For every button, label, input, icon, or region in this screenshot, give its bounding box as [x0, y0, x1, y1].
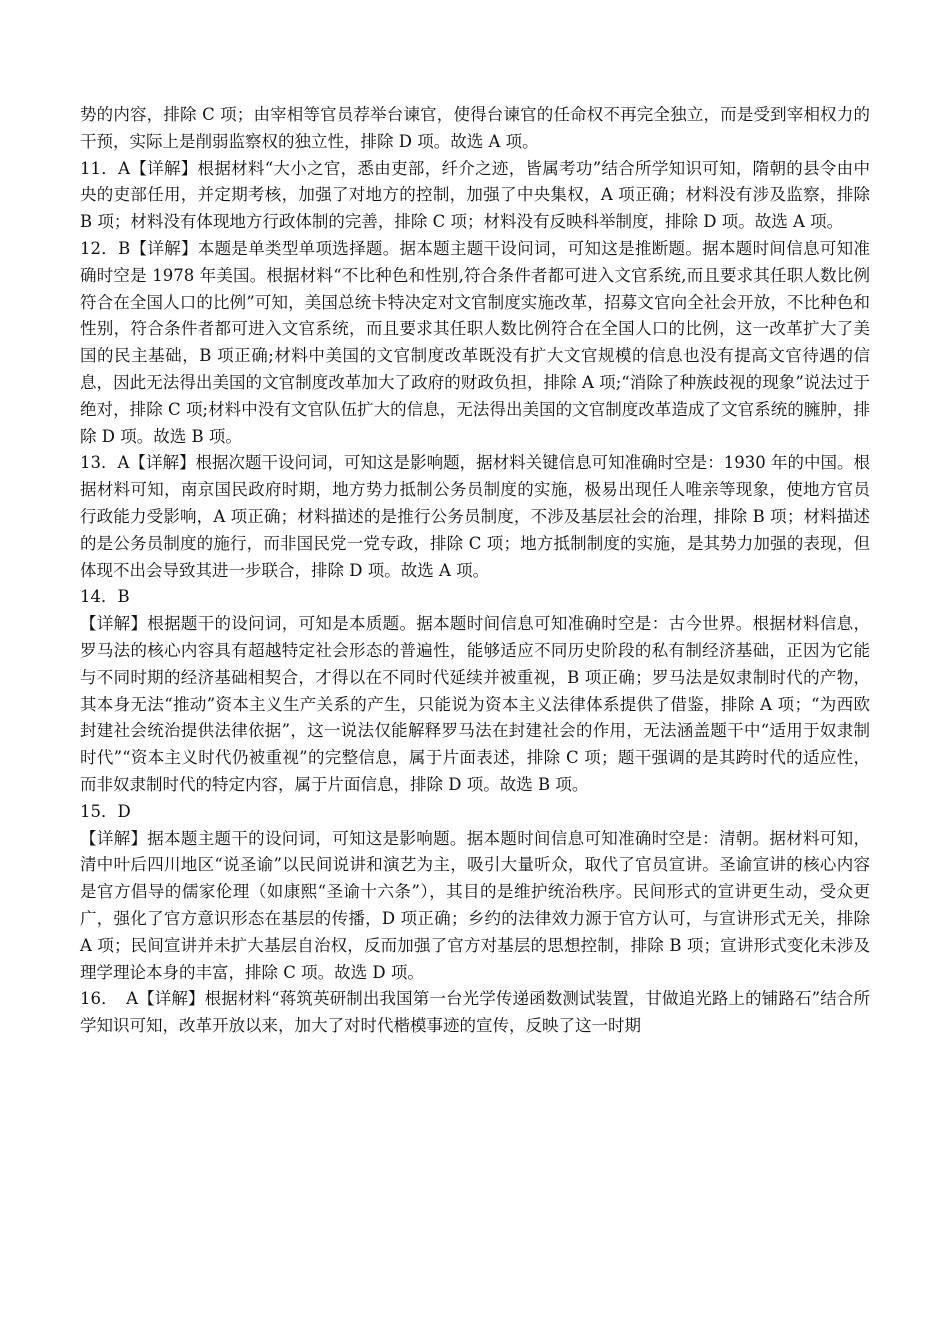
answer-15-label: 15．D: [80, 801, 131, 821]
answer-16: 16． A【详解】根据材料“蒋筑英研制出我国第一台光学传递函数测试装置，甘做追光路上的铺路石”结合所学知识可知，改革开放以来，加大了对时代楷模事迹的宣传，反映了这一时期: [80, 989, 870, 1036]
answer-12: 12．B【详解】本题是单类型单项选择题。据本题主题干设问词，可知这是推断题。据本题时间信息可知准确时空是 1978 年美国。根据材料“不比种色和性别,符合条件者都可进入文官系统,而且要求其任职人数比例符合在全国人口的比例”可知，美国总统卡特决定对文官制度实施改革，招募文官向全社会开放，不比种色和性别，符合条件者都可进入文官系统，而且要求其任职人数比例符合在全国人口的比例，这一改革扩大了美国的民主基础，B 项正确;材料中美国的文官制度改革既没有扩大文官规模的信息也没有提高文官待遇的信息，因此无法得出美国的文官制度改革加大了政府的财政负担，排除 A 项;“消除了种族歧视的现象”说法过于绝对，排除 C 项;材料中没有文官队伍扩大的信息，无法得出美国的文官制度改革造成了文官系统的臃肿，排除 D 项。故选 B 项。: [80, 238, 870, 446]
document-page: [80, 102, 870, 1040]
answer-15-explanation: 【详解】据本题主题干的设问词，可知这是影响题。据本题时间信息可知准确时空是：清朝。据材料可知，清中叶后四川地区“说圣谕”以民间说讲和演艺为主，吸引大量听众，取代了官员宣讲。圣谕宣讲的核心内容是官方倡导的儒家伦理（如康熙“圣谕十六条”），其目的是维护统治秩序。民间形式的宣讲更生动，受众更广，强化了官方意识形态在基层的传播，D 项正确；乡约的法律效力源于官方认可，与宣讲形式无关，排除 A 项；民间宣讲并未扩大基层自治权，反而加强了官方对基层的思想控制，排除 B 项；宣讲形式变化未涉及理学理论本身的丰富，排除 C 项。故选 D 项。: [80, 828, 870, 982]
answer-14-explanation: 【详解】根据题干的设问词，可知是本质题。据本题时间信息可知准确时空是：古今世界。根据材料信息，罗马法的核心内容具有超越特定社会形态的普遍性，能够适应不同历史阶段的私有制经济基础，正因为它能与不同时期的经济基础相契合，才得以在不同时代延续并被重视，B 项正确；罗马法是奴隶制时代的产物，其本身无法“推动”资本主义生产关系的产生，只能说为资本主义法律体系提供了借鉴，排除 A 项；“为西欧封建社会统治提供法律依据”，这一说法仅能解释罗马法在封建社会的作用，无法涵盖题干中“适用于奴隶制时代”“资本主义时代仍被重视”的完整信息，属于片面表述，排除 C 项；题干强调的是其跨时代的适应性，而非奴隶制时代的特定内容，属于片面信息，排除 D 项。故选 B 项。: [80, 614, 870, 794]
answer-11: 11．A【详解】根据材料“大小之官，悉由吏部，纤介之迹，皆属考功”结合所学知识可知，隋朝的县令由中央的吏部任用，并定期考核，加强了对地方的控制，加强了中央集权，A 项正确；材料没有涉及监察，排除 B 项；材料没有体现地方行政体制的完善，排除 C 项；材料没有反映科举制度，排除 D 项。故选 A 项。: [80, 158, 870, 232]
answer-13: 13．A【详解】根据次题干设问词，可知这是影响题，据材料关键信息可知准确时空是：1930 年的中国。根据材料可知，南京国民政府时期，地方势力抵制公务员制度的实施，极易出现任人唯亲等现象，使地方官员行政能力受影响，A 项正确；材料描述的是推行公务员制度，不涉及基层社会的治理，排除 B 项；材料描述的是公务员制度的施行，而非国民党一党专政，排除 C 项；地方抵制制度的实施，是其势力加强的表现，但体现不出会导致其进一步联合，排除 D 项。故选 A 项。: [80, 453, 870, 580]
answer-14-label: 14．B: [80, 587, 130, 607]
paragraph-continuation: 势的内容，排除 C 项；由宰相等官员荐举台谏官，使得台谏官的任命权不再完全独立，而是受到宰相权力的干预，实际上是削弱监察权的独立性，排除 D 项。故选 A 项。: [80, 105, 870, 151]
